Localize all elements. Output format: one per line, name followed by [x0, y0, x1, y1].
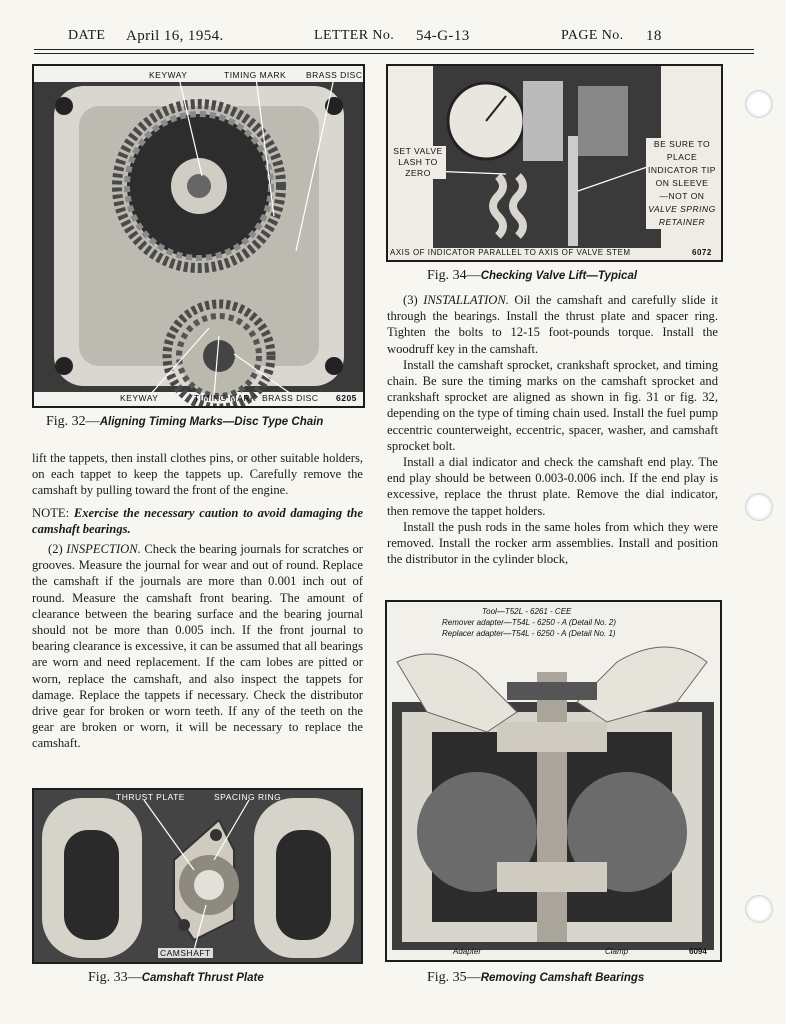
figure-32-caption [46, 414, 323, 430]
label-line: —NOT ON [659, 191, 705, 201]
caption-text: Camshaft Thrust Plate [141, 972, 264, 984]
label-line: INDICATOR TIP [648, 165, 716, 175]
paragraph-body: Oil the camshaft and carefully slide it through the bearings. Install the thrust plate and spacer ring. Tighten the bolts to 12-15 foot-pounds torque. Install the woodruff key in the camshaft. [387, 293, 719, 356]
timing-mark-label-bottom: TIMING MARK [194, 393, 257, 403]
label-line: RETAINER [658, 217, 706, 227]
adapter-label: Adapter [453, 947, 482, 956]
label-line: VALVE SPRING [648, 204, 716, 214]
figure-35-caption [427, 970, 644, 986]
note-label: NOTE: [32, 505, 70, 520]
keyway-label-top: KEYWAY [149, 70, 188, 80]
paragraph: Install the camshaft sprocket, crankshaft sprocket, and timing chain. Be sure the timing marks on the camshaft sprocket and crankshaft sprocket are aligned as shown in fig. 31 or fig. 32, depending on the type of timing chain used. Install the fuel pump eccentric counterweight, eccentric, spacer, washer, and camshaft sprocket bolt. [387, 357, 718, 453]
timing-mark-label-top: TIMING MARK [224, 70, 287, 80]
tool-line: Tool—T52L - 6261 - CEE [482, 607, 572, 616]
tool-line: Replacer adapter—T54L - 6250 - A (Detail No. 1) [442, 629, 616, 638]
set-valve-lash-label [390, 146, 446, 179]
label-line: LASH TO [398, 157, 438, 167]
camshaft-bearing-removal-illustration [387, 602, 720, 960]
caption-text: Checking Valve Lift—Typical [480, 270, 638, 282]
indicator-tip-label [646, 138, 718, 229]
letter-value: 54-G-13 [416, 28, 470, 44]
right-column-text [387, 292, 718, 567]
label-line: PLACE [666, 152, 698, 162]
page-label: PAGE No. [561, 28, 624, 43]
date-value: April 16, 1954. [126, 28, 224, 44]
page-value: 18 [646, 28, 662, 44]
camshaft-label: CAMSHAFT [160, 948, 211, 958]
caption-number: Fig. 35— [427, 970, 481, 985]
paragraph: Install a dial indicator and check the camshaft end play. The end play should be between 0.003-0.006 inch. If the end play is excessive, replace the thrust plate. Remove the dial indicator, then remove the tappet holders. [387, 455, 718, 518]
date-label: DATE [68, 28, 106, 43]
spacing-ring-label: SPACING RING [214, 792, 282, 802]
letter-label: LETTER No. [314, 28, 395, 43]
figure-33-caption [88, 970, 264, 986]
step-heading: INSPECTION. [66, 542, 141, 557]
paragraph: Install the push rods in the same holes from which they were removed. Install the rocker arm assemblies. Install and position the distributor in the cylinder block, [387, 519, 718, 567]
header-rule [34, 49, 754, 50]
figure-number: 6072 [692, 248, 712, 257]
thrust-plate-illustration [34, 790, 361, 962]
axis-label: AXIS OF INDICATOR PARALLEL TO AXIS OF VALVE STEM [390, 248, 631, 257]
caption-number: Fig. 33— [88, 970, 142, 985]
paragraph: lift the tappets, then install clothes pins, or other suitable holders, on each tappet to keep the tappets up. Carefully remove the camshaft by pulling toward the front of the engine. [32, 451, 363, 498]
figure-number: 6094 [689, 947, 707, 956]
figure-35-photo [385, 600, 722, 962]
header-rule-secondary [34, 53, 754, 54]
paragraph-body: Check the bearing journals for scratches or grooves. Measure the journal for wear and out of round. Replace the camshaft if the journals are more than 0.001 inch out of round. Measure the camshaft front bearing. The amount of clearance between the bearing surface and the bearing journal should not be more than 0.005 inch. If the front journal to bearing clearance is excessive, it can be assumed that all bearings are worn and need replacement. If the cam lobes are pitted or worn, replace the camshaft, and also inspect the tappets for damage. Replace the tappets if necessary. Check the distributor drive gear for broken or worn teeth. If any of the teeth on the gear are broken or worn, it will be necessary to replace the camshaft. [32, 542, 363, 751]
figure-number: 6205 [336, 393, 357, 403]
binder-hole [745, 895, 773, 923]
step-number: (3) [403, 293, 418, 307]
label-line: ON SLEEVE [655, 178, 709, 188]
figure-34-caption [427, 268, 637, 284]
tool-legend [442, 606, 616, 639]
caption-number: Fig. 32— [46, 414, 100, 429]
brass-disc-label-top: BRASS DISC [306, 70, 363, 80]
label-line: ZERO [405, 168, 431, 178]
timing-chain-illustration [34, 66, 363, 406]
brass-disc-label-bottom: BRASS DISC [262, 393, 319, 403]
caption-number: Fig. 34— [427, 268, 481, 283]
caption-text: Aligning Timing Marks—Disc Type Chain [99, 416, 324, 428]
binder-hole [745, 493, 773, 521]
installation-paragraph [387, 292, 718, 357]
clamp-label: Clamp [605, 947, 629, 956]
step-number: (2) [48, 542, 63, 557]
step-heading: INSTALLATION. [423, 293, 509, 307]
thrust-plate-label: THRUST PLATE [116, 792, 185, 802]
keyway-label-bottom: KEYWAY [120, 393, 159, 403]
figure-34-photo [386, 64, 723, 262]
inspection-paragraph [32, 541, 363, 752]
figure-32-photo [32, 64, 365, 408]
label-line: SET VALVE [393, 146, 443, 156]
page-header [34, 28, 752, 50]
binder-hole [745, 90, 773, 118]
note-paragraph [32, 505, 363, 537]
note-text: Exercise the necessary caution to avoid damaging the camshaft bearings. [32, 505, 363, 536]
left-column-text [32, 450, 363, 752]
tool-line: Remover adapter—T54L - 6250 - A (Detail No. 2) [442, 618, 617, 627]
figure-33-photo [32, 788, 363, 964]
label-line: BE SURE TO [653, 139, 711, 149]
caption-text: Removing Camshaft Bearings [480, 972, 645, 984]
